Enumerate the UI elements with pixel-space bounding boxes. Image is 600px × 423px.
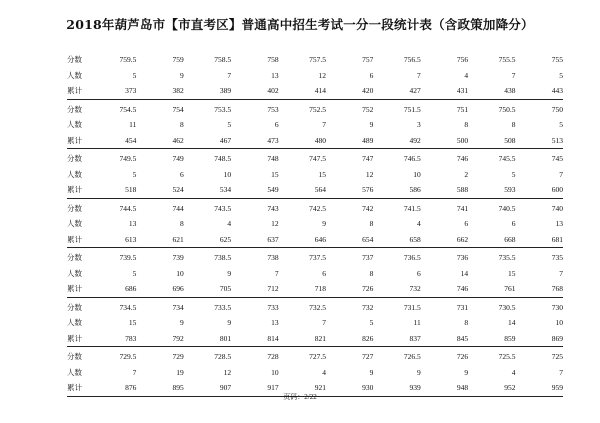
- score-row: [67, 198, 563, 216]
- table-cell: 750: [551, 104, 563, 114]
- row-label: 分数: [67, 352, 82, 361]
- table-cell: 726.5: [403, 352, 421, 361]
- table-cell: 739: [172, 253, 184, 262]
- table-cell: 8: [369, 268, 374, 278]
- count-row: [67, 365, 563, 381]
- table-cell: 738.5: [214, 253, 232, 262]
- table-cell: 869: [516, 331, 563, 347]
- row-label: 累计: [67, 182, 89, 198]
- table-cell: 758: [267, 55, 279, 64]
- table-cell: 438: [468, 83, 515, 99]
- table-cell: 737.5: [309, 253, 326, 262]
- table-cell: 7: [416, 70, 421, 80]
- table-cell: 734.5: [119, 302, 137, 312]
- table-cell: 756.5: [403, 55, 421, 64]
- count-row: [67, 266, 563, 282]
- table-cell: 7: [559, 169, 563, 179]
- table-cell: 759.5: [119, 55, 137, 64]
- cumulative-row: [67, 331, 563, 347]
- table-cell: 753: [267, 104, 279, 114]
- table-cell: 751.5: [403, 104, 421, 114]
- table-cell: 729: [172, 352, 184, 361]
- table-cell: 414: [279, 83, 326, 99]
- table-cell: 7: [559, 367, 563, 377]
- row-label: 人数: [67, 169, 82, 179]
- row-label: 人数: [67, 70, 82, 80]
- table-cell: 739.5: [119, 253, 137, 262]
- table-cell: 8: [464, 120, 469, 129]
- table-cell: 821: [279, 331, 326, 347]
- table-cell: 718: [279, 281, 326, 297]
- table-cell: 10: [223, 169, 232, 179]
- table-cell: 9: [464, 367, 469, 377]
- table-cell: 712: [231, 281, 278, 297]
- table-cell: 5: [227, 120, 232, 129]
- table-cell: 13: [271, 318, 279, 327]
- table-cell: 492: [373, 133, 420, 149]
- table-cell: 917: [231, 380, 278, 396]
- row-label: 分数: [67, 302, 82, 312]
- table-cell: 12: [318, 70, 326, 80]
- table-cell: 654: [326, 232, 373, 248]
- table-cell: 859: [468, 331, 515, 347]
- table-cell: 783: [89, 331, 136, 347]
- table-cell: 746.5: [403, 154, 421, 163]
- table-cell: 747: [362, 154, 374, 163]
- table-cell: 6: [511, 219, 516, 228]
- table-cell: 668: [468, 232, 515, 248]
- table-cell: 837: [373, 331, 420, 347]
- table-cell: 564: [279, 182, 326, 198]
- table-cell: 489: [326, 133, 373, 149]
- table-cell: 826: [326, 331, 373, 347]
- table-cell: 518: [89, 182, 136, 198]
- table-cell: 5: [511, 169, 516, 179]
- table-cell: 420: [326, 83, 373, 99]
- table-cell: 729.5: [119, 352, 137, 361]
- table-cell: 746: [456, 154, 469, 163]
- cumulative-row: [67, 83, 563, 99]
- table-cell: 662: [421, 232, 468, 248]
- table-cell: 745.5: [498, 154, 516, 163]
- table-cell: 735.5: [498, 253, 516, 262]
- table-cell: 513: [516, 133, 563, 149]
- table-cell: 576: [326, 182, 373, 198]
- table-cell: 740.5: [498, 203, 516, 213]
- table-cell: 12: [271, 219, 279, 228]
- table-cell: 4: [464, 70, 469, 80]
- table-cell: 9: [369, 120, 374, 129]
- table-cell: 637: [231, 232, 278, 248]
- score-row: [67, 248, 563, 266]
- table-cell: 508: [468, 133, 515, 149]
- table-cell: 730.5: [498, 302, 516, 312]
- table-cell: 755.5: [498, 55, 516, 64]
- cumulative-row: [67, 281, 563, 297]
- table-cell: 443: [516, 83, 563, 99]
- table-cell: 15: [318, 169, 326, 179]
- table-cell: 9: [180, 70, 184, 80]
- table-cell: 741: [456, 203, 469, 213]
- table-cell: 13: [128, 219, 137, 228]
- table-cell: 12: [365, 169, 374, 179]
- table-cell: 389: [184, 83, 231, 99]
- table-cell: 7: [274, 268, 279, 278]
- table-cell: 748.5: [214, 154, 232, 163]
- table-cell: 757: [362, 55, 374, 64]
- count-row: [67, 216, 563, 232]
- table-cell: 752: [362, 104, 374, 114]
- table-cell: 686: [89, 281, 136, 297]
- table-cell: 768: [516, 281, 563, 297]
- table-cell: 586: [373, 182, 420, 198]
- table-cell: 454: [89, 133, 136, 149]
- page-number: 页码：2/22: [283, 393, 317, 401]
- table-cell: 727.5: [309, 352, 326, 361]
- table-cell: 467: [184, 133, 231, 149]
- row-label: 人数: [67, 318, 82, 327]
- table-cell: 747.5: [309, 154, 326, 163]
- table-cell: 740: [551, 203, 563, 213]
- table-cell: 756: [456, 55, 469, 64]
- table-cell: 500: [421, 133, 468, 149]
- count-row: [67, 68, 563, 84]
- table-cell: 726: [456, 352, 469, 361]
- table-cell: 750.5: [498, 104, 516, 114]
- table-cell: 746: [421, 281, 468, 297]
- table-cell: 524: [136, 182, 183, 198]
- table-cell: 736.5: [403, 253, 421, 262]
- table-cell: 801: [184, 331, 231, 347]
- row-label: 分数: [67, 203, 82, 213]
- table-cell: 948: [421, 380, 468, 396]
- table-cell: 792: [136, 331, 183, 347]
- table-cell: 9: [369, 367, 374, 377]
- row-label: 累计: [67, 281, 89, 297]
- table-cell: 13: [271, 70, 279, 80]
- table-cell: 473: [231, 133, 278, 149]
- cumulative-row: [67, 232, 563, 248]
- table-cell: 5: [132, 169, 137, 179]
- count-row: [67, 117, 563, 133]
- table-cell: 480: [279, 133, 326, 149]
- table-cell: 895: [136, 380, 183, 396]
- table-cell: 681: [516, 232, 563, 248]
- table-cell: 959: [516, 380, 563, 396]
- table-cell: 2: [464, 169, 469, 179]
- table-cell: 725: [551, 352, 563, 361]
- table-cell: 8: [180, 219, 184, 228]
- row-label: 分数: [67, 104, 82, 114]
- table-cell: 10: [271, 367, 279, 377]
- table-cell: 588: [421, 182, 468, 198]
- table-cell: 727: [362, 352, 374, 361]
- table-cell: 728.5: [214, 352, 232, 361]
- table-cell: 845: [421, 331, 468, 347]
- cumulative-row: [67, 182, 563, 198]
- table-cell: 733: [267, 302, 279, 312]
- row-label: 人数: [67, 120, 82, 129]
- table-cell: 19: [176, 367, 184, 377]
- score-row: [67, 50, 563, 68]
- table-cell: 646: [279, 232, 326, 248]
- table-cell: 382: [136, 83, 183, 99]
- row-label: 人数: [67, 367, 82, 377]
- table-cell: 744: [172, 203, 184, 213]
- table-cell: 745: [551, 154, 563, 163]
- table-cell: 749.5: [119, 154, 137, 163]
- table-cell: 705: [184, 281, 231, 297]
- table-cell: 730: [551, 302, 563, 312]
- table-cell: 613: [89, 232, 136, 248]
- table-cell: 7: [322, 318, 326, 327]
- row-label: 人数: [67, 268, 82, 278]
- table-cell: 733.5: [214, 302, 232, 312]
- score-row: [67, 297, 563, 315]
- table-cell: 593: [468, 182, 515, 198]
- table-cell: 11: [129, 120, 137, 129]
- table-cell: 625: [184, 232, 231, 248]
- table-cell: 5: [132, 70, 137, 80]
- table-cell: 758.5: [214, 55, 232, 64]
- table-cell: 741.5: [403, 203, 421, 213]
- table-cell: 7: [511, 70, 516, 80]
- table-cell: 757.5: [309, 55, 326, 64]
- cumulative-row: [67, 133, 563, 149]
- table-cell: 9: [227, 318, 232, 327]
- table-cell: 7: [227, 70, 232, 80]
- table-cell: 753.5: [214, 104, 232, 114]
- row-label: 累计: [67, 232, 89, 248]
- table-cell: 13: [555, 219, 563, 228]
- table-cell: 744.5: [119, 203, 137, 213]
- table-cell: 876: [89, 380, 136, 396]
- table-cell: 4: [416, 219, 421, 228]
- page-title: 2018年葫芦岛市【市直考区】普通高中招生考试一分一段统计表（含政策加降分）: [66, 17, 534, 32]
- table-cell: 6: [369, 70, 374, 80]
- table-cell: 5: [559, 70, 563, 80]
- table-cell: 658: [373, 232, 420, 248]
- score-distribution-table: [67, 50, 563, 397]
- table-cell: 5: [132, 268, 137, 278]
- table-cell: 732.5: [309, 302, 326, 312]
- table-cell: 549: [231, 182, 278, 198]
- table-cell: 9: [227, 268, 232, 278]
- table-cell: 11: [413, 318, 421, 327]
- table-cell: 8: [369, 219, 374, 228]
- row-label: 人数: [67, 219, 82, 228]
- table-cell: 743.5: [214, 203, 232, 213]
- table-cell: 728: [267, 352, 279, 361]
- table-cell: 725.5: [498, 352, 516, 361]
- table-cell: 726: [326, 281, 373, 297]
- table-cell: 6: [416, 268, 421, 278]
- table-cell: 748: [267, 154, 279, 163]
- table-cell: 754.5: [119, 104, 137, 114]
- table-cell: 5: [369, 318, 374, 327]
- table-cell: 4: [511, 367, 516, 377]
- row-label: 分数: [67, 55, 82, 64]
- table-cell: 402: [231, 83, 278, 99]
- table-cell: 930: [326, 380, 373, 396]
- row-label: 分数: [67, 154, 82, 163]
- table-cell: 3: [416, 120, 421, 129]
- table-cell: 939: [373, 380, 420, 396]
- table-cell: 752.5: [309, 104, 326, 114]
- table-cell: 15: [271, 169, 279, 179]
- count-row: [67, 315, 563, 331]
- table-cell: 6: [464, 219, 469, 228]
- table-cell: 761: [468, 281, 515, 297]
- score-table-body: [67, 50, 563, 396]
- table-cell: 907: [184, 380, 231, 396]
- table-cell: 12: [223, 367, 232, 377]
- table-cell: 427: [373, 83, 420, 99]
- row-label: 累计: [67, 83, 89, 99]
- score-row: [67, 99, 563, 117]
- table-cell: 10: [413, 169, 421, 179]
- table-cell: 7: [132, 367, 137, 377]
- table-cell: 6: [322, 268, 326, 278]
- table-cell: 735: [551, 253, 563, 262]
- table-cell: 4: [322, 367, 326, 377]
- table-cell: 8: [511, 120, 516, 129]
- table-cell: 14: [508, 318, 516, 327]
- row-label: 分数: [67, 253, 82, 262]
- table-cell: 15: [508, 268, 516, 278]
- table-cell: 14: [460, 268, 469, 278]
- table-cell: 751: [456, 104, 469, 114]
- table-cell: 4: [227, 219, 232, 228]
- table-cell: 7: [322, 120, 326, 129]
- table-cell: 9: [180, 318, 184, 327]
- table-cell: 736: [456, 253, 469, 262]
- table-cell: 742: [362, 203, 374, 213]
- table-cell: 534: [184, 182, 231, 198]
- table-cell: 755: [551, 55, 563, 64]
- table-cell: 8: [180, 120, 184, 129]
- table-cell: 9: [416, 367, 421, 377]
- row-label: 累计: [67, 380, 89, 396]
- table-cell: 10: [176, 268, 184, 278]
- score-row: [67, 347, 563, 365]
- table-cell: 731: [456, 302, 469, 312]
- table-cell: 15: [128, 318, 137, 327]
- table-cell: 754: [172, 104, 184, 114]
- table-cell: 5: [559, 120, 563, 129]
- table-cell: 921: [279, 380, 326, 396]
- table-cell: 6: [274, 120, 279, 129]
- table-cell: 621: [136, 232, 183, 248]
- score-table-container: [67, 50, 563, 397]
- table-cell: 373: [89, 83, 136, 99]
- table-cell: 749: [172, 154, 184, 163]
- table-cell: 952: [468, 380, 515, 396]
- table-cell: 9: [322, 219, 326, 228]
- row-label: 累计: [67, 331, 89, 347]
- table-cell: 6: [180, 169, 184, 179]
- table-cell: 732: [373, 281, 420, 297]
- table-cell: 734: [172, 302, 184, 312]
- table-cell: 8: [464, 318, 469, 327]
- table-cell: 7: [559, 268, 563, 278]
- table-cell: 738: [267, 253, 279, 262]
- row-label: 累计: [67, 133, 89, 149]
- table-cell: 600: [516, 182, 563, 198]
- table-cell: 731.5: [403, 302, 421, 312]
- table-cell: 462: [136, 133, 183, 149]
- table-cell: 10: [555, 318, 563, 327]
- table-cell: 696: [136, 281, 183, 297]
- table-cell: 759: [172, 55, 184, 64]
- table-cell: 732: [362, 302, 374, 312]
- table-cell: 431: [421, 83, 468, 99]
- table-cell: 814: [231, 331, 278, 347]
- score-row: [67, 149, 563, 167]
- count-row: [67, 167, 563, 183]
- table-cell: 743: [267, 203, 279, 213]
- table-cell: 737: [362, 253, 374, 262]
- table-cell: 742.5: [309, 203, 326, 213]
